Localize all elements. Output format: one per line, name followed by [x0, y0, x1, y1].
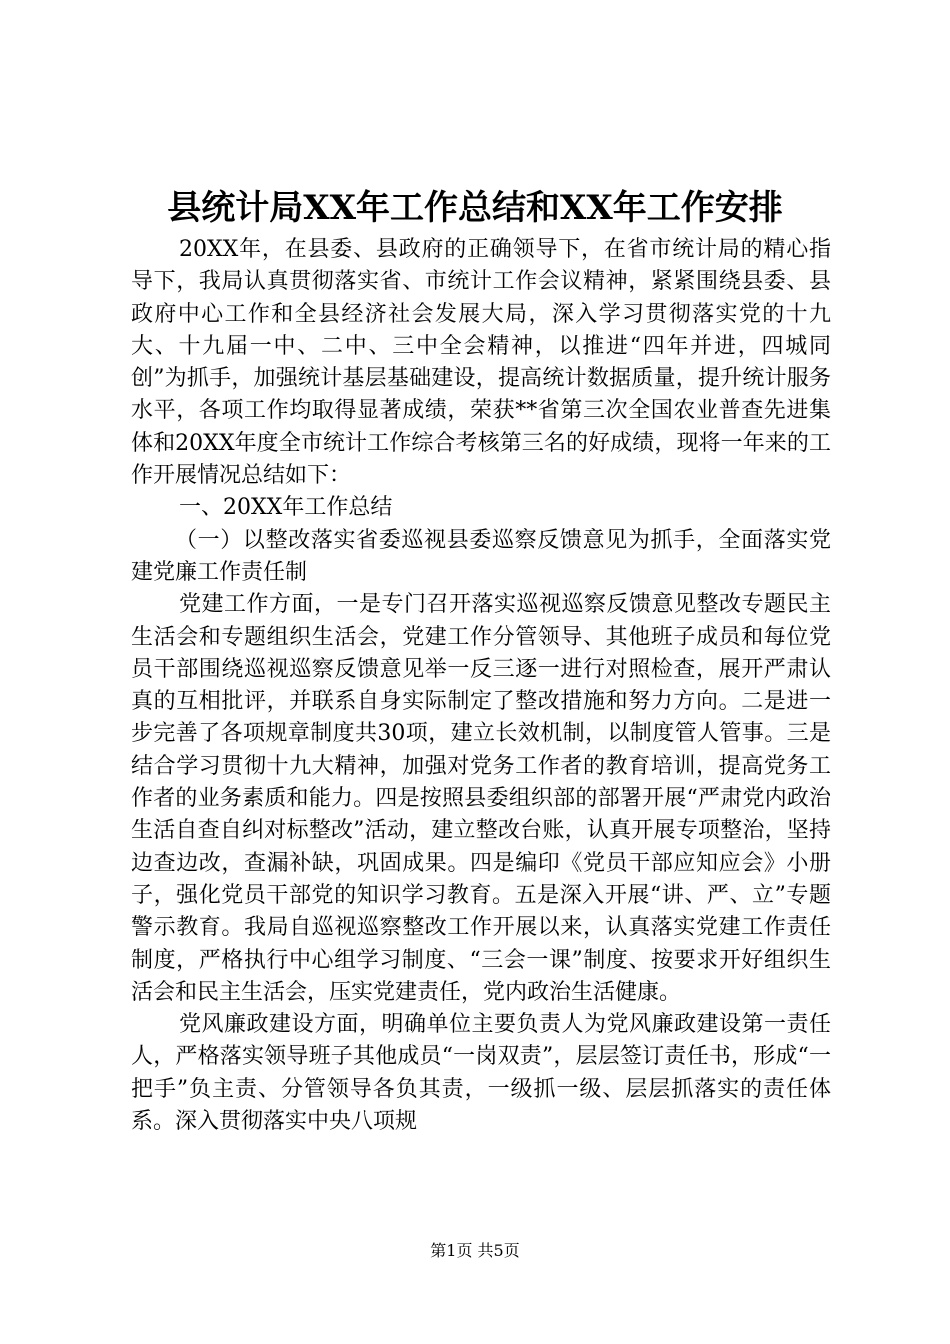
page-number-footer: 第1页 共5页: [430, 1241, 520, 1260]
paragraph-integrity: 党风廉政建设方面，明确单位主要负责人为党风廉政建设第一责任人，严格落实领导班子其他成员“一岗双责”，层层签订责任书，形成“一把手”负主责、分管领导各负其责，一级抓一级、层层抓落实的责任体系。深入贯彻落实中央八项规: [131, 1012, 831, 1135]
section-heading: 一、20XX年工作总结: [179, 495, 393, 521]
document-body: [131, 234, 831, 1138]
paragraph-party-building: 党建工作方面，一是专门召开落实巡视巡察反馈意见整改专题民主生活会和专题组织生活会，党建工作分管领导、其他班子成员和每位党员干部围绕巡视巡察反馈意见举一反三逐一进行对照检查，展开严肃认真的互相批评，并联系自身实际制定了整改措施和努力方向。二是进一步完善了各项规章制度共30项，建立长效机制，以制度管人管事。三是结合学习贯彻十九大精神，加强对党务工作者的教育培训，提高党务工作者的业务素质和能力。四是按照县委组织部的部署开展“严肃党内政治生活自查自纠对标整改”活动，建立整改台账，认真开展专项整治，坚持边查边改，查漏补缺，巩固成果。四是编印《党员干部应知应会》小册子，强化党员干部党的知识学习教育。五是深入开展“讲、严、立”专题警示教育。我局自巡视巡察整改工作开展以来，认真落实党建工作责任制度，严格执行中心组学习制度、“三会一课”制度、按要求开好组织生活会和民主生活会，压实党建责任，党内政治生活健康。: [131, 592, 831, 1005]
paragraph-intro: 20XX年，在县委、县政府的正确领导下，在省市统计局的精心指导下，我局认真贯彻落实省、市统计工作会议精神，紧紧围绕县委、县政府中心工作和全县经济社会发展大局，深入学习贯彻落实党的十九大、十九届一中、二中、三中全会精神，以推进“四年并进，四城同创”为抓手，加强统计基层基础建设，提高统计数据质量，提升统计服务水平，各项工作均取得显著成绩，荣获**省第三次全国农业普查先进集体和20XX年度全市统计工作综合考核第三名的好成绩，现将一年来的工作开展情况总结如下：: [131, 237, 831, 489]
subsection-heading: （一）以整改落实省委巡视县委巡察反馈意见为抓手，全面落实党建党廉工作责任制: [131, 527, 831, 585]
document-title: 县统计局XX年工作总结和XX年工作安排: [167, 188, 783, 228]
